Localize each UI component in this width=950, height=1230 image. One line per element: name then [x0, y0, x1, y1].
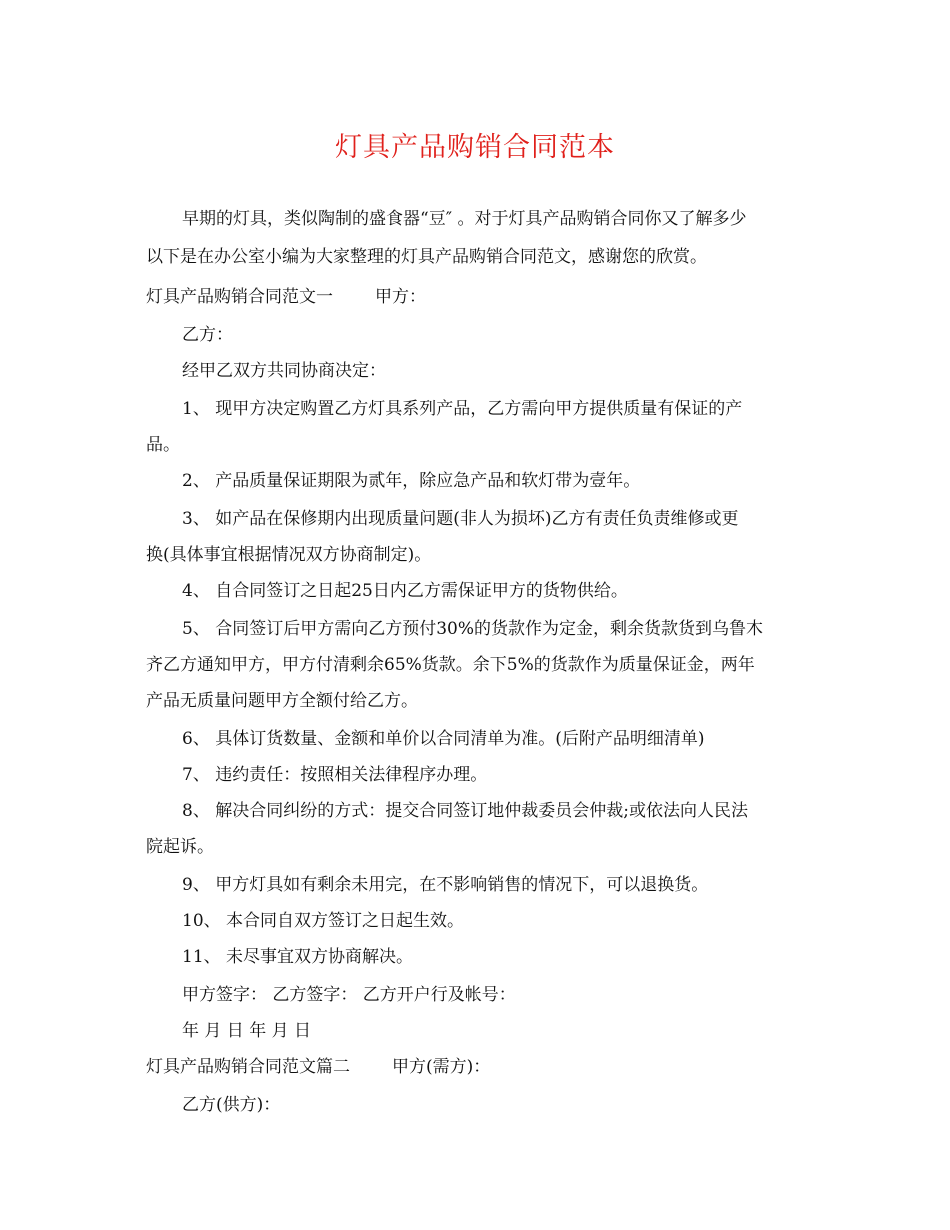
clause-9: 9、 甲方灯具如有剩余未用完，在不影响销售的情况下，可以退换货。: [182, 875, 709, 895]
date-line: 年 月 日 年 月 日: [182, 1021, 312, 1041]
clause-2: 2、 产品质量保证期限为贰年，除应急产品和软灯带为壹年。: [182, 471, 641, 491]
clause-3-line-2: 换(具体事宜根据情况双方协商制定)。: [146, 545, 432, 565]
agreement-intro: 经甲乙双方共同协商决定：: [182, 361, 386, 381]
clause-5-line-1: 5、 合同签订后甲方需向乙方预付30%的货款作为定金，剩余货款货到乌鲁木: [182, 619, 764, 639]
clause-11: 11、 未尽事宜双方协商解决。: [182, 947, 414, 967]
clause-8-line-1: 8、 解决合同纠纷的方式：提交合同签订地仲裁委员会仲裁;或依法向人民法: [182, 801, 748, 821]
clause-5-line-2: 齐乙方通知甲方，甲方付清剩余65%货款。余下5%的货款作为质量保证金，两年: [146, 655, 755, 675]
clause-4: 4、 自合同签订之日起25日内乙方需保证甲方的货物供给。: [182, 581, 628, 601]
party-b-supplier-label: 乙方(供方)：: [182, 1095, 281, 1115]
document-title: 灯具产品购销合同范本: [335, 132, 615, 163]
clause-6: 6、 具体订货数量、金额和单价以合同清单为准。(后附产品明细清单): [182, 729, 705, 749]
party-a-buyer-label: 甲方(需方)：: [392, 1057, 491, 1077]
party-b-label: 乙方：: [182, 325, 233, 345]
intro-line-1: 早期的灯具，类似陶制的盛食器“豆″ 。对于灯具产品购销合同你又了解多少: [182, 209, 747, 229]
intro-line-2: 以下是在办公室小编为大家整理的灯具产品购销合同范文，感谢您的欣赏。: [146, 247, 707, 267]
section-heading-1: [146, 284, 816, 310]
section-title-1: 灯具产品购销合同范文一: [146, 287, 333, 307]
clause-8-line-2: 院起诉。: [146, 837, 214, 857]
clause-7: 7、 违约责任：按照相关法律程序办理。: [182, 765, 488, 785]
section-title-2: 灯具产品购销合同范文篇二: [146, 1057, 350, 1077]
clause-1-line-1: 1、 现甲方决定购置乙方灯具系列产品，乙方需向甲方提供质量有保证的产: [182, 399, 743, 419]
clause-3-line-1: 3、 如产品在保修期内出现质量问题(非人为损坏)乙方有责任负责维修或更: [182, 509, 739, 529]
signature-line: 甲方签字： 乙方签字： 乙方开户行及帐号：: [182, 985, 516, 1005]
clause-1-line-2: 品。: [146, 435, 180, 455]
clause-10: 10、 本合同自双方签订之日起生效。: [182, 911, 465, 931]
clause-5-line-3: 产品无质量问题甲方全额付给乙方。: [146, 691, 418, 711]
section-heading-2: [146, 1054, 816, 1080]
party-a-label: 甲方：: [375, 287, 426, 307]
